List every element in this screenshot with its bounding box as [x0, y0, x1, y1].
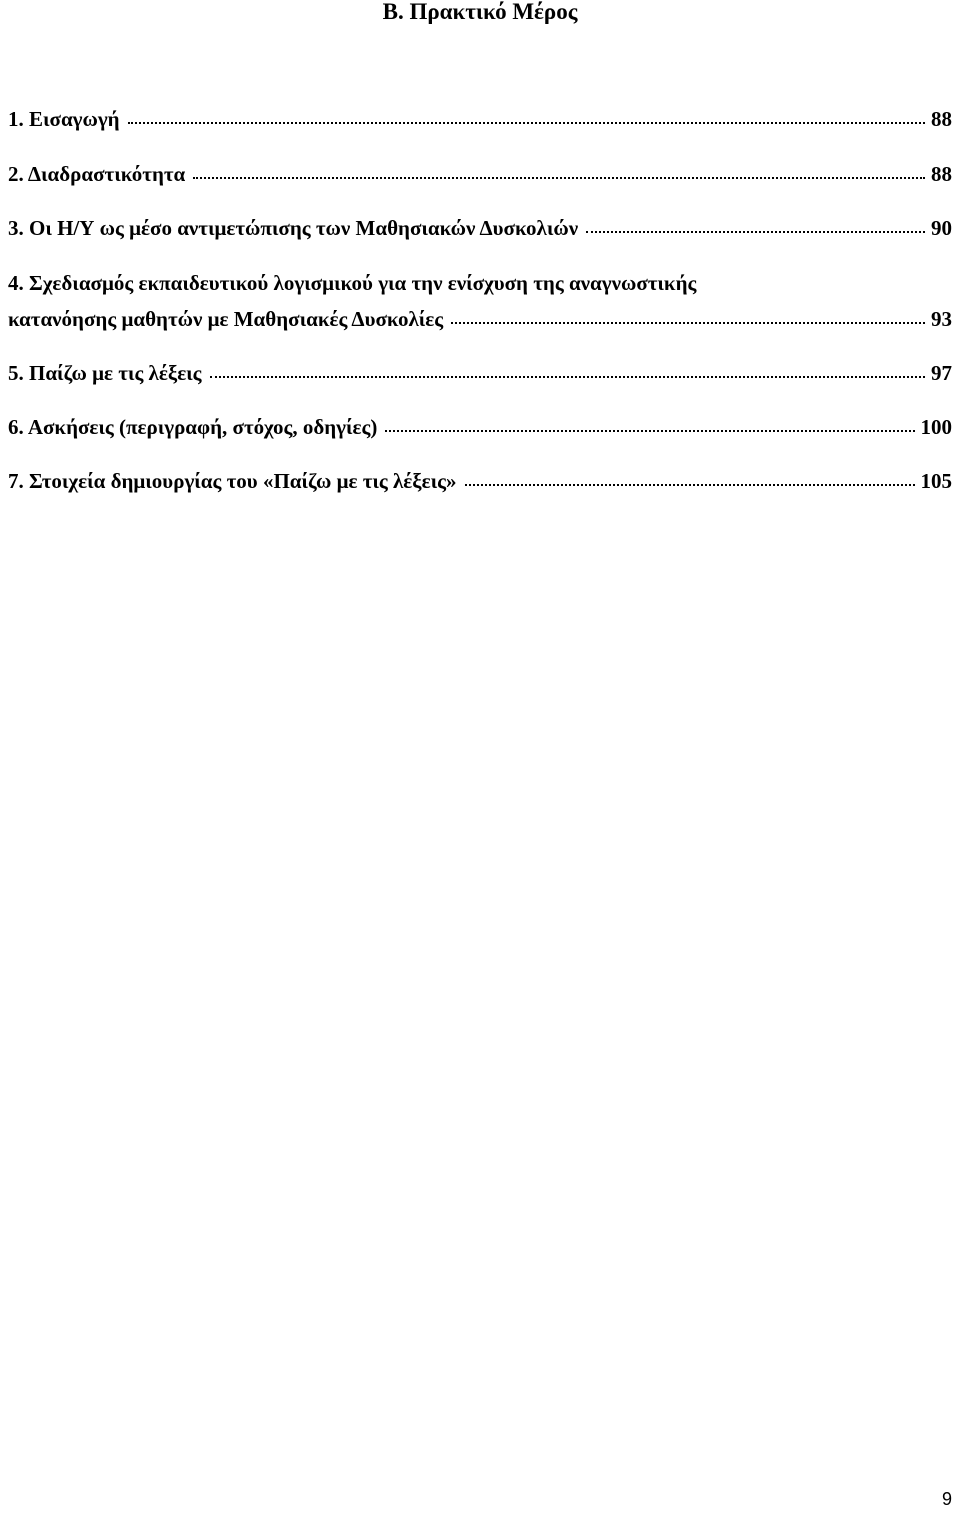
toc-entry-page: 88 — [931, 162, 952, 186]
page-number: 9 — [941, 1489, 952, 1509]
toc-entry-label: κατανόησης μαθητών με Μαθησιακές Δυσκολίες — [8, 307, 444, 331]
dot-leader — [210, 376, 925, 378]
toc-entry-label: 2. Διαδραστικότητα — [8, 162, 186, 186]
toc-entry-page: 100 — [920, 415, 952, 439]
toc-entry-4 — [8, 306, 952, 332]
toc-entry-page: 88 — [931, 107, 952, 131]
toc-entry-label: 5. Παίζω με τις λέξεις — [8, 361, 202, 385]
dot-leader — [385, 430, 914, 432]
toc-entry-page: 97 — [931, 361, 952, 385]
dot-leader — [193, 177, 925, 179]
toc-entry-1 — [8, 106, 952, 132]
toc-entry-label: 6. Ασκήσεις (περιγραφή, στόχος, οδηγίες) — [8, 415, 378, 439]
toc-entry-label: 1. Εισαγωγή — [8, 107, 120, 131]
toc-entry-4-line1: 4. Σχεδιασμός εκπαιδευτικού λογισμικού για την ενίσχυση της αναγνωστικής — [8, 271, 697, 295]
toc-entry-page: 90 — [931, 216, 952, 240]
toc-entry-2 — [8, 161, 952, 187]
page-title: Β. Πρακτικό Μέρος — [382, 0, 578, 24]
dot-leader — [465, 484, 915, 486]
toc-entry-page: 105 — [920, 469, 952, 493]
toc-entry-7 — [8, 468, 952, 494]
toc-entry-5 — [8, 360, 952, 386]
toc-entry-page: 93 — [931, 307, 952, 331]
toc-entry-6 — [8, 414, 952, 440]
toc-entry-label: 3. Οι Η/Υ ως μέσο αντιμετώπισης των Μαθησιακών Δυσκολιών — [8, 216, 579, 240]
dot-leader — [586, 231, 925, 233]
toc-entry-3 — [8, 215, 952, 241]
dot-leader — [128, 122, 925, 124]
toc-entry-label: 7. Στοιχεία δημιουργίας του «Παίζω με τις λέξεις» — [8, 469, 457, 493]
dot-leader — [451, 322, 925, 324]
